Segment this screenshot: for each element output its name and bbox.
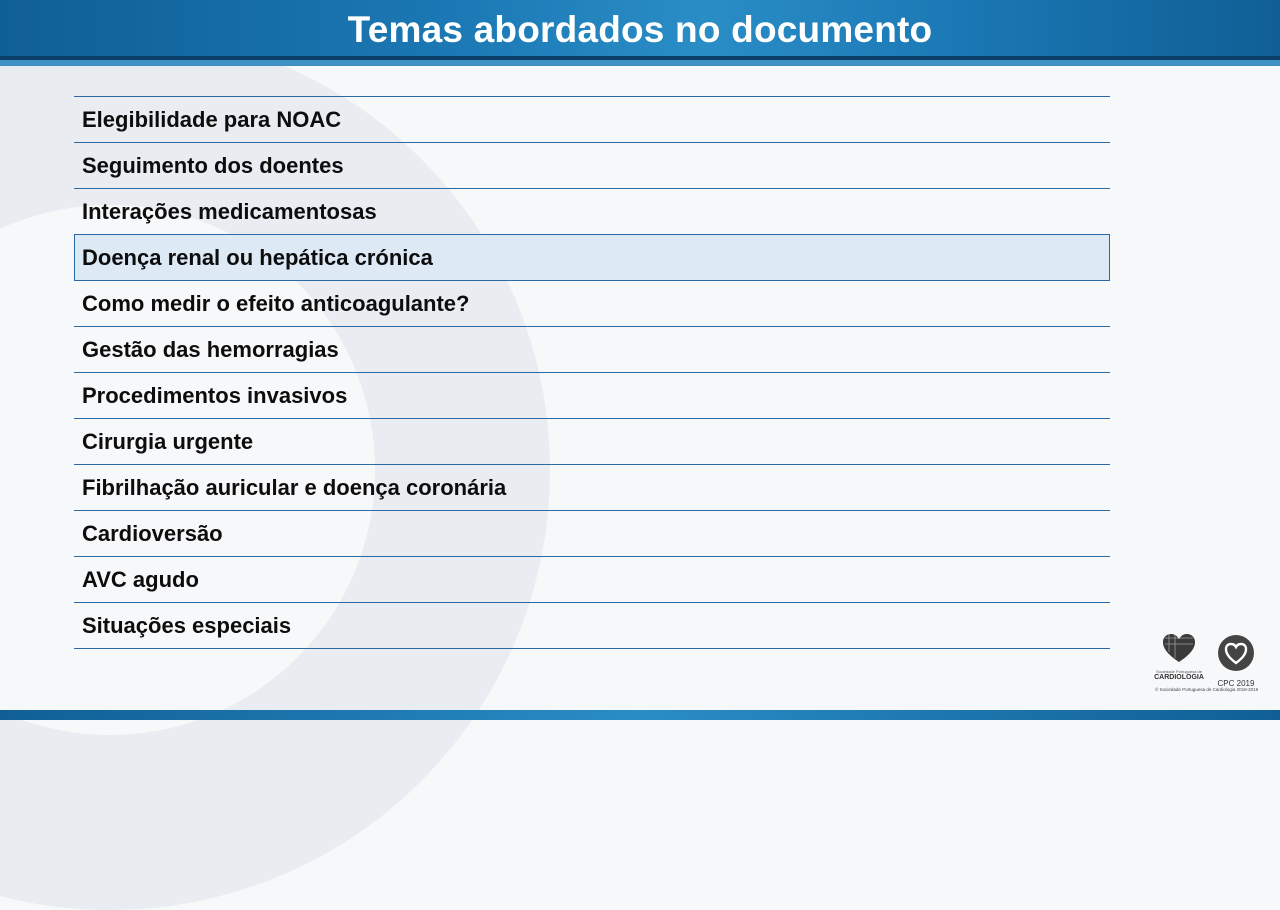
cpc-logo (1214, 634, 1258, 688)
footer-bar (0, 710, 1280, 720)
spc-logo-name: CARDIOLOGIA (1154, 674, 1204, 681)
topic-row: Seguimento dos doentes (74, 143, 1110, 189)
cpc-logo-name: CPC 2019 (1217, 679, 1255, 688)
spc-logo-small-text: Sociedade Portuguesa de (1155, 669, 1203, 674)
topic-row: AVC agudo (74, 557, 1110, 603)
topic-row: Como medir o efeito anticoagulante? (74, 281, 1110, 327)
topic-row: Situações especiais (74, 603, 1110, 649)
header-bar (0, 0, 1280, 60)
topic-row: Elegibilidade para NOAC (74, 97, 1110, 143)
topic-row-highlighted: Doença renal ou hepática crónica (74, 235, 1110, 281)
topic-row: Cardioversão (74, 511, 1110, 557)
slide-title: Temas abordados no documento (347, 9, 933, 50)
topic-row: Interações medicamentosas (74, 189, 1110, 235)
topic-row: Gestão das hemorragias (74, 327, 1110, 373)
topic-row: Fibrilhação auricular e doença coronária (74, 465, 1110, 511)
spc-heart-icon (1161, 632, 1197, 664)
copyright-text: © Sociedade Portuguesa de Cardiologia 2018-2019 (1155, 687, 1259, 692)
cpc-heart-icon (1217, 634, 1255, 672)
topic-row: Cirurgia urgente (74, 419, 1110, 465)
spc-logo (1150, 632, 1208, 681)
topic-list (74, 96, 1110, 649)
topic-row: Procedimentos invasivos (74, 373, 1110, 419)
